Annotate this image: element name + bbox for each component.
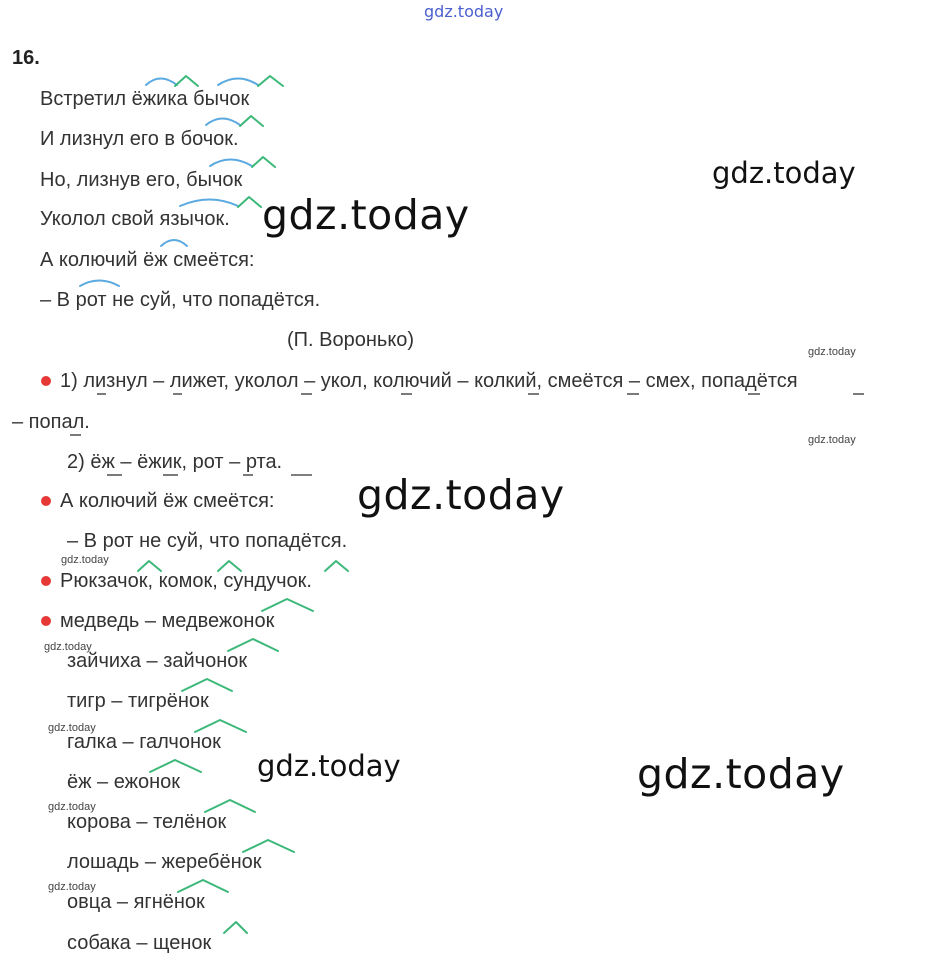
suffix-mark — [238, 197, 261, 207]
poem-line-4: Уколол свой язычок. — [40, 208, 230, 230]
root-arc — [218, 79, 258, 86]
watermark-small: gdz.today — [808, 434, 856, 446]
suffix-mark — [258, 76, 283, 86]
task1-line-1: 1) лизнул – лижет, уколол – укол, колючий – колкий, смеётся – смех, попадётся — [60, 370, 798, 392]
task3-line-1: Рюкзачок, комок, сундучок. — [60, 570, 312, 592]
poem-line-1: Встретил ёжика бычок — [40, 88, 250, 110]
bullet-4 — [41, 616, 51, 626]
poem-line-3: Но, лизнув его, бычок — [40, 169, 243, 191]
task2-line-1: А колючий ёж смеётся: — [60, 490, 275, 512]
pair-row: собака – щенок — [67, 932, 212, 954]
suffix-mark — [175, 76, 198, 86]
watermark-small: gdz.today — [48, 801, 96, 813]
watermark-top: gdz.today — [424, 2, 504, 21]
watermark: gdz.today — [257, 749, 401, 783]
pair-row: зайчиха – зайчонок — [67, 650, 248, 672]
poem-line-2: И лизнул его в бочок. — [40, 128, 239, 150]
watermark: gdz.today — [712, 156, 856, 190]
watermark: gdz.today — [262, 191, 470, 239]
watermark: gdz.today — [357, 471, 565, 519]
task1-line-3: 2) ёж – ёжик, рот – рта. — [67, 451, 283, 473]
bullet-1 — [41, 376, 51, 386]
pair-row: корова – телёнок — [67, 811, 227, 833]
suffix-mark — [224, 922, 247, 933]
pair-row: ёж – ежонок — [67, 771, 181, 793]
watermark-small: gdz.today — [44, 641, 92, 653]
root-arc — [210, 160, 252, 167]
root-arc — [180, 200, 238, 207]
poem-line-5: А колючий ёж смеётся: — [40, 249, 255, 271]
pair-row: лошадь – жеребёнок — [67, 851, 262, 873]
root-arc — [146, 79, 177, 86]
watermark-small: gdz.today — [808, 346, 856, 358]
watermark: gdz.today — [637, 750, 845, 798]
bullet-2 — [41, 496, 51, 506]
exercise-number: 16. — [12, 47, 40, 69]
watermark-small: gdz.today — [61, 554, 109, 566]
root-arc — [161, 240, 187, 246]
suffix-mark — [325, 561, 348, 571]
suffix-mark — [240, 116, 263, 126]
pair-row: овца – ягнёнок — [67, 891, 205, 913]
pair-row: медведь – медвежонок — [60, 610, 275, 632]
pair-row: галка – галчонок — [67, 731, 221, 753]
root-arc — [206, 119, 240, 126]
poem-line-6: – В рот не суй, что попадётся. — [40, 289, 321, 311]
bullet-3 — [41, 576, 51, 586]
suffix-mark — [252, 157, 275, 167]
pair-row: тигр – тигрёнок — [67, 690, 209, 712]
task2-line-2: – В рот не суй, что попадётся. — [67, 530, 348, 552]
watermark-small: gdz.today — [48, 881, 96, 893]
root-arc — [80, 281, 119, 287]
watermark-small: gdz.today — [48, 722, 96, 734]
poem-author: (П. Воронько) — [287, 329, 415, 351]
task1-line-2: – попал. — [12, 411, 90, 433]
